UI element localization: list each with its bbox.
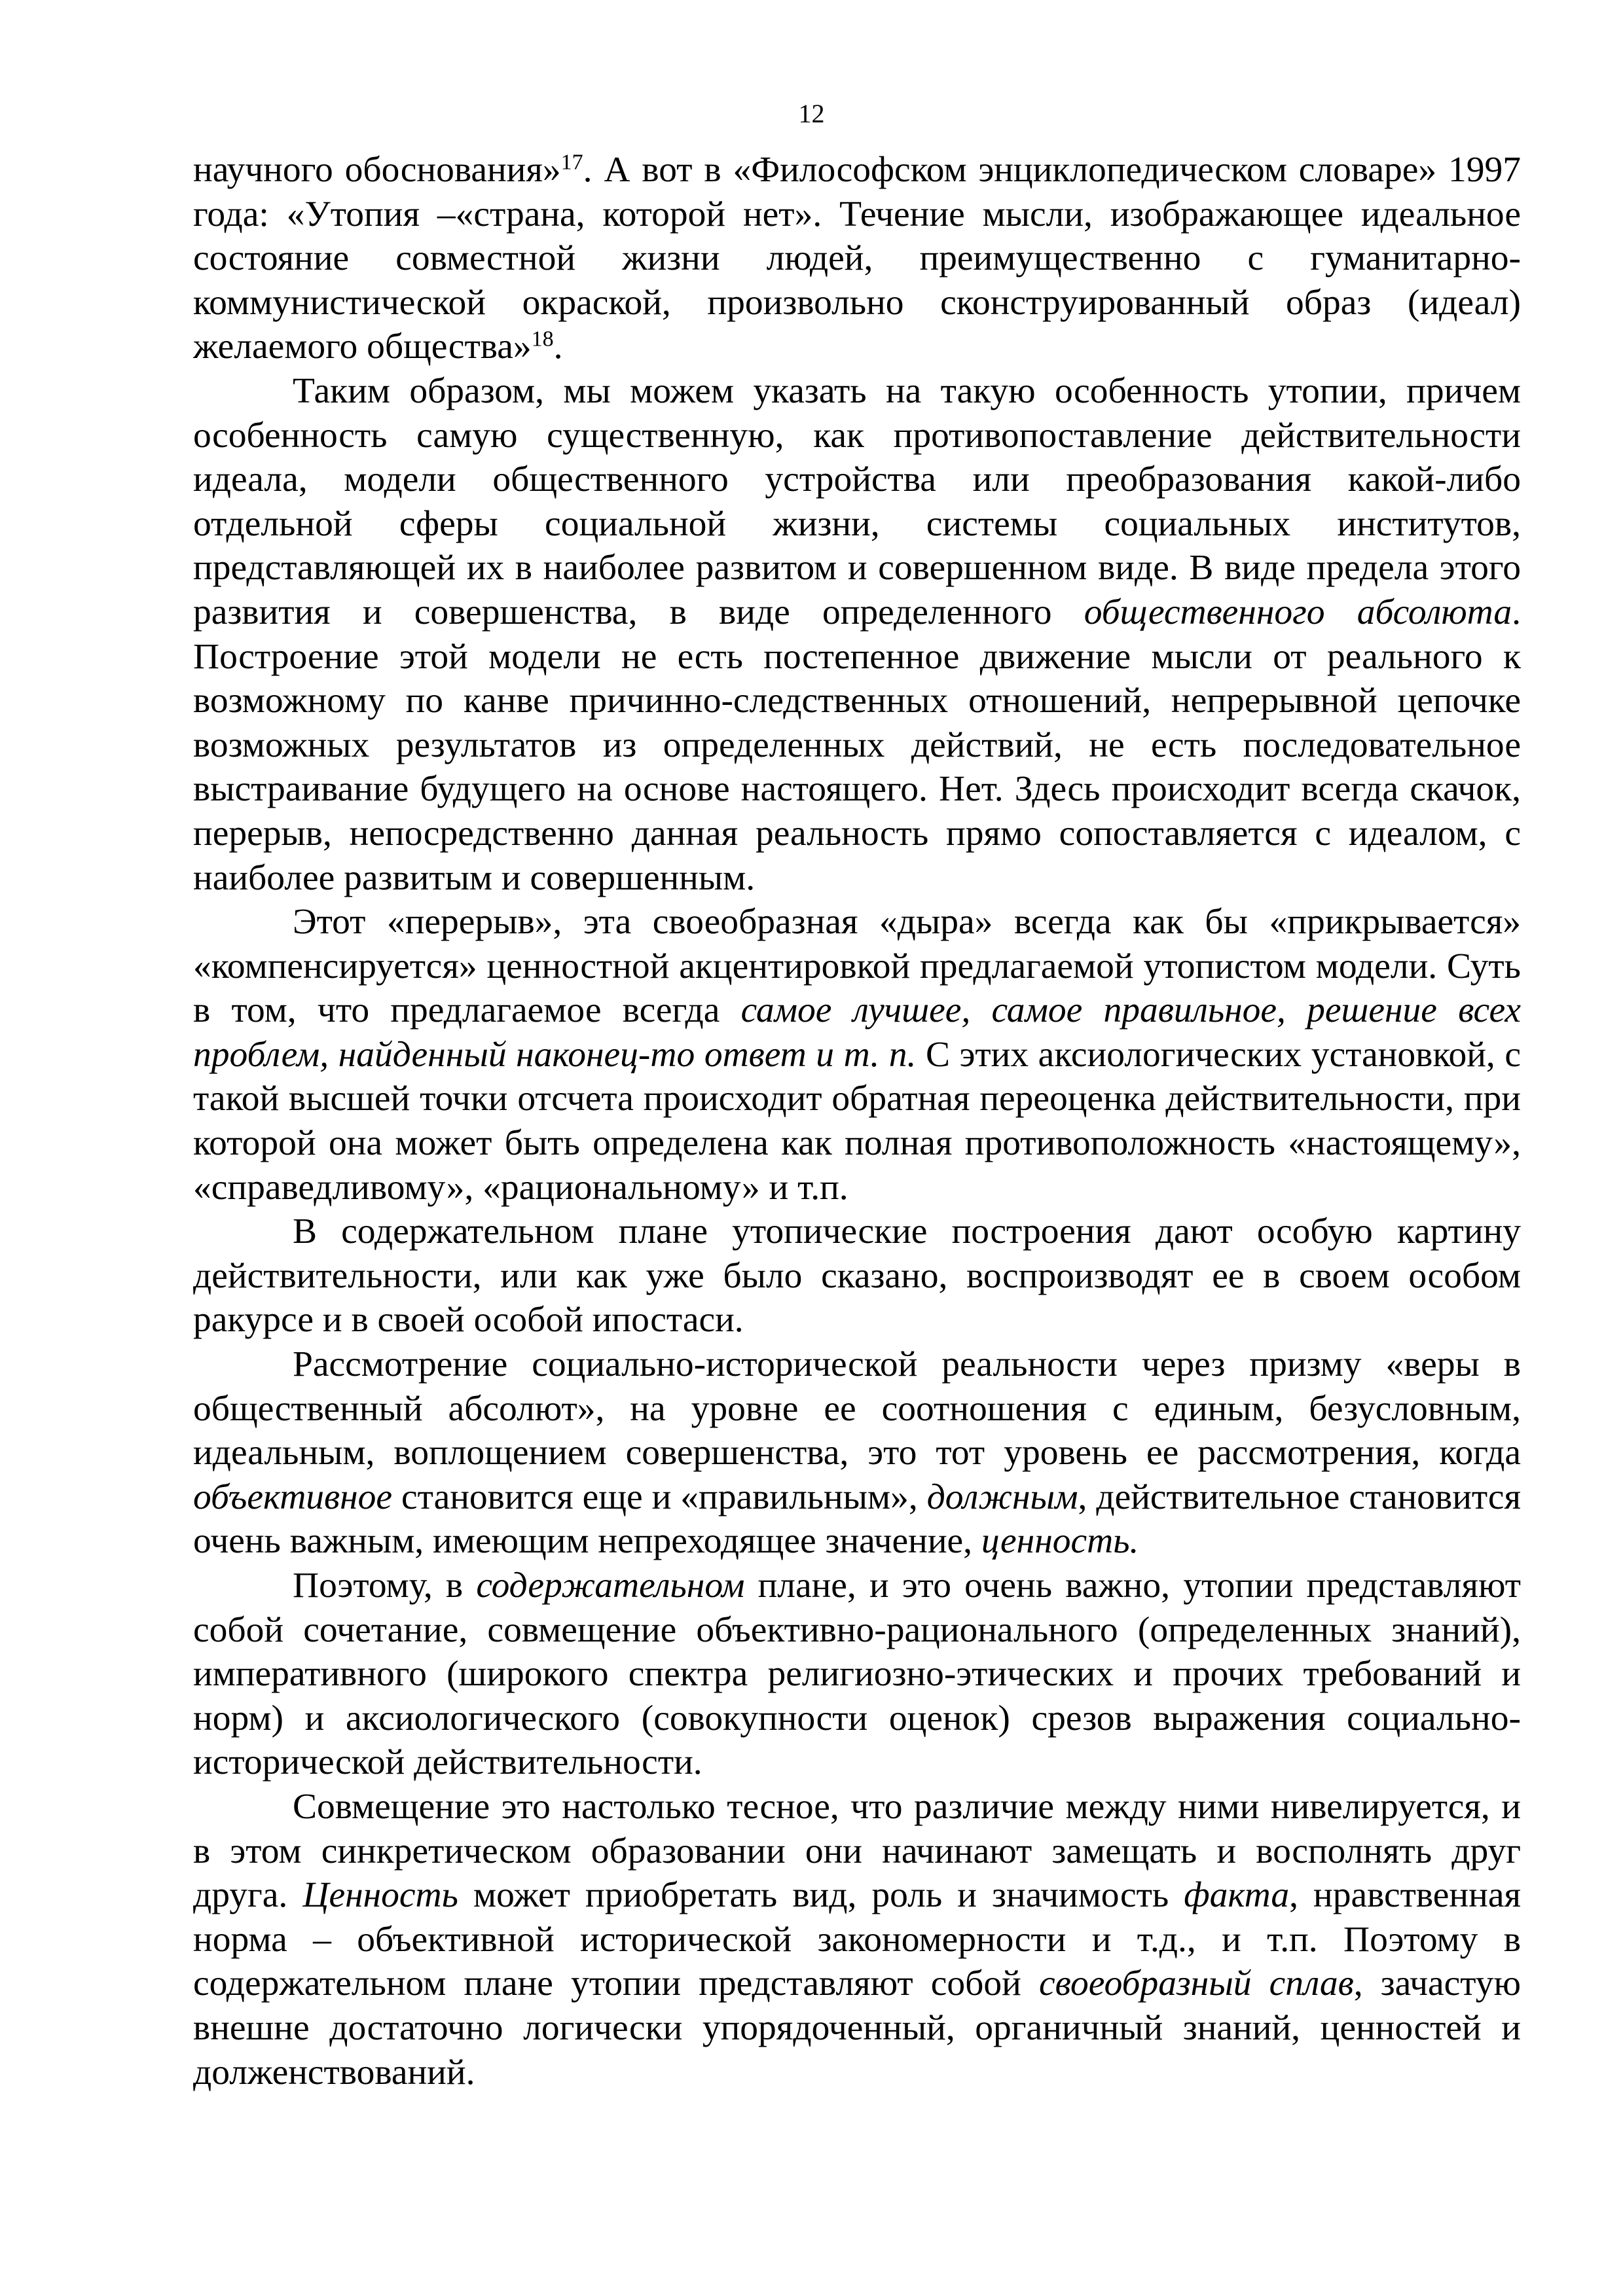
text-run: Этот «перерыв», эта своеобразная «дыра» всегда как бы «прикрывается» «компенсируется» ценностной акцентировкой предлагаемой утопистом модели. Суть в том, что предлагаемое всегда <box>193 902 1521 1031</box>
italic-text: содержательном <box>476 1566 745 1605</box>
text-run: . А вот в «Философском энциклопедическом словаре» 1997 года: «Утопия –«страна, которой нет». Течение мысли, изображающее идеальное состояние совместной жизни людей, преимущественно с гуманитарно-коммунистической окраской, произвольно сконструированный образ (идеал) желаемого общества» <box>193 150 1521 367</box>
paragraph <box>193 148 1521 369</box>
italic-text: своеобразный сплав <box>1038 1964 1354 2004</box>
text-run: плане, и это очень важно, утопии представляют собой сочетание, совмещение объективно-рационального (определенных знаний), императивного (широкого спектра религиозно-этических и прочих требований и норм) и аксиологического (совокупности оценок) срезов выражения социально-исторической действительности. <box>193 1566 1521 1783</box>
text-run: В содержательном плане утопические построения дают особую картину действительности, или как уже было сказано, воспроизводят ее в своем особом ракурсе и в своей особой ипостаси. <box>193 1211 1521 1340</box>
text-run: , нравственная норма – объективной исторической закономерности и т.д., и т.п. Поэтому в содержательном плане утопии представляют собой <box>193 1875 1521 2004</box>
text-run: . <box>553 327 563 367</box>
text-run: может приобретать вид, роль и значимость <box>458 1875 1184 1916</box>
italic-text: общественного абсолюта <box>1084 592 1512 632</box>
text-run: . Построение этой модели не есть постепенное движение мысли от реального к возможному по канве причинно-следственных отношений, непрерывной цепочке возможных результатов из определенных действий, не есть последовательное выстраивание будущего на основе настоящего. Нет. Здесь происходит всегда скачок, перерыв, непосредственно данная реальность прямо сопоставляется с идеалом, с наиболее развитым и совершенным. <box>193 592 1521 898</box>
italic-text: Ценность <box>302 1875 458 1916</box>
text-run: научного обоснования» <box>193 150 561 190</box>
italic-text: объективное <box>193 1477 393 1517</box>
paragraph <box>193 369 1521 900</box>
paragraph <box>193 1342 1521 1564</box>
footnote-ref: 18 <box>531 327 554 351</box>
text-run: , зачастую внешне достаточно логически упорядоченный, органичный знаний, ценностей и долженствований. <box>193 1964 1521 2092</box>
text-run: С этих аксиологических установкой, с такой высшей точки отсчета происходит обратная переоценка действительности, при которой она может быть определена как полная противоположность «настоящему», «справедливому», «рациональному» и т.п. <box>193 1034 1521 1208</box>
italic-text: должным <box>926 1477 1078 1517</box>
page-number: 12 <box>798 99 825 128</box>
italic-text: факта <box>1184 1875 1290 1916</box>
paragraph <box>193 900 1521 1210</box>
body-text <box>193 148 1521 2094</box>
text-run: становится еще и «правильным», <box>392 1477 927 1517</box>
italic-text: ценность. <box>981 1521 1139 1562</box>
text-run: Рассмотрение социально-исторической реальности через призму «веры в общественный абсолют», на уровне ее соотношения с единым, безусловным, идеальным, воплощением совершенства, это тот уровень ее рассмотрения, когда <box>193 1344 1521 1473</box>
paragraph <box>193 1785 1521 2094</box>
text-run: Совмещение это настолько тесное, что различие между ними нивелируется, и в этом синкретическом образовании они начинают замещать и восполнять друг друга. <box>193 1786 1521 1916</box>
paragraph <box>193 1564 1521 1785</box>
text-run: , действительное становится очень важным, имеющим непреходящее значение, <box>193 1477 1521 1562</box>
text-run: Таким образом, мы можем указать на такую особенность утопии, причем особенность самую существенную, как противопоставление действительности идеала, модели общественного устройства или преобразования какой-либо отдельной сферы социальной жизни, системы социальных институтов, представляющей их в наиболее развитом и совершенном виде. В виде предела этого развития и совершенства, в виде определенного <box>193 370 1521 632</box>
italic-text: самое лучшее, самое правильное, решение всех проблем, найденный наконец-то ответ и т. п. <box>193 990 1521 1075</box>
footnote-ref: 17 <box>560 150 583 175</box>
paragraph <box>193 1210 1521 1342</box>
text-run: Поэтому, в <box>293 1566 477 1605</box>
